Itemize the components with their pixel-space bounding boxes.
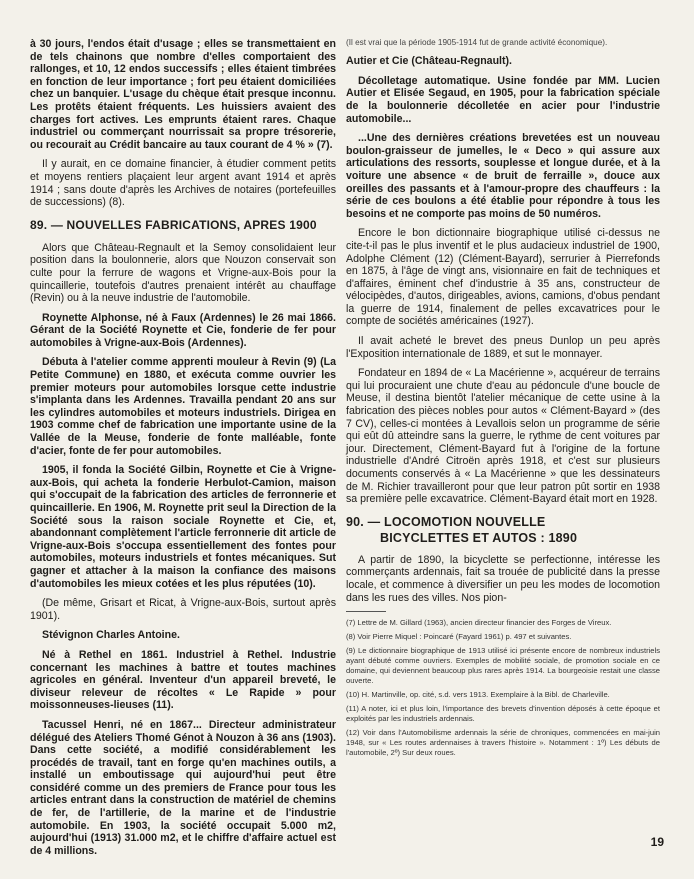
footnote-12: (12) Voir dans l'Automobilisme ardennais la série de chroniques, commencées en mai-juin 1948, sur « Les routes ardennaises à travers l'histoire ». Notamment : 1º) Les débuts de l'automobile, 2º) Sur deux roues. — [346, 728, 660, 758]
paragraph-dunlop: Il avait acheté le brevet des pneus Dunlop un peu après l'Exposition internationale de 1889, et sut le monnayer. — [346, 335, 660, 360]
paragraph-periode: (Il est vrai que la période 1905-1914 fut de grande activité économique). — [346, 38, 608, 47]
paragraph-macerienne: Fondateur en 1894 de « La Macérienne », acquéreur de terrains qui lui procuraient une chute d'eau au pédoncule d'une boucle de Meuse, il destina bientôt l'atelier mécanique de cette usine à la fabrication des pièces nobles pour autos « Clément-Bayard » (des 7 CV), celles-ci montées à Levallois selon un programme de série qui eût dû atteindre sans la guerre, le rythme de cent voitures par jour. Directement, Clément-Bayard fut à l'origine de la fortune industrielle d'André Citroën après 1918, et c'est sur plusieurs documents conservés à « La Macérienne » que les dessinateurs de M. Richier travailleront pour que leur patron pût sortir en 1938 sa première pelle excavatrice. Clément-Bayard était mort en 1928. — [346, 367, 660, 506]
footnote-7: (7) Lettre de M. Gillard (1963), ancien directeur financier des Forges de Vireux. — [346, 618, 612, 628]
footnote-11: (11) A noter, ici et plus loin, l'importance des brevets d'invention déposés à cette époque et exploités par les industriels ardennais. — [346, 704, 660, 724]
footnotes — [346, 618, 660, 758]
footnote-8: (8) Voir Pierre Miquel : Poincaré (Fayard 1961) p. 497 et suivantes. — [346, 632, 572, 642]
section-heading-90-line2: BICYCLETTES ET AUTOS : 1890 — [380, 530, 578, 545]
paragraph-autier-name: Autier et Cie (Château-Regnault). — [346, 55, 512, 68]
paragraph-roynette-1905: 1905, il fonda la Société Gilbin, Roynette et Cie à Vrigne-aux-Bois, qui acheta la fonderie Herbulot-Camion, maison qui s'occupait de la fabrication des articles de ferronnerie et quincaillerie. En 1906, M. Roynette prit seul la Direction de la Société sous la raison sociale Roynette et Cie, et, abandonnant complètement l'article ferronnerie dit article de Vrigne-aux-Bois s'occupa essentiellement des fontes pour automobiles, moteurs industriels et fontes mécaniques. Sut gagner et attacher à la maison la confiance des maisons d'automobiles les mieux cotées et les plus réputées (10). — [30, 464, 336, 590]
paragraph-grisart: (De même, Grisart et Ricat, à Vrigne-aux-Bois, surtout après 1901). — [30, 597, 336, 622]
section-heading-90 — [346, 514, 660, 546]
paragraph-endos: à 30 jours, l'endos était d'usage ; elles se transmettaient en de tels chainons que nombre d'elles comportaient des rallonges, et 10, 12 endos successifs ; elles étaient timbrées en fonction de leur importance ; fort peu étaient domiciliées chez un banquier. L'usage du chèque était presque inconnu. Les protêts étaient fréquents. Les huissiers avaient des charges fort actives. Les emprunts étaient rares. Chaque industriel ou commerçant nourrissait sa propre trésorerie, ou recourait au Crédit bancaire au taux courant de 4 % » (7). — [30, 38, 336, 151]
footnote-9: (9) Le dictionnaire biographique de 1913 utilisé ici présente encore de nombreux industriels ayant débuté comme ouvriers. Exemples de mobilité sociale, de promotion sociale en ce domaine, qui deviennent beaucoup plus rares après 1914. La bourgeoisie restait une classe ouverte. — [346, 646, 660, 686]
right-column — [346, 38, 660, 762]
page-number: 19 — [650, 835, 664, 849]
paragraph-tacussel: Tacussel Henri, né en 1867... Directeur administrateur délégué des Ateliers Thomé Génot à Nouzon à 36 ans (1903). Dans cette société, a modifié considérablement les procédés de travail, tant en forge qu'en machines outils, a installé un emboutissage qui aujourd'hui peut être considéré comme un des premiers de France pour tous les articles entrant dans la construction de matériel de chemins de fer, de l'artillerie, de la marine et de l'industrie automobile. En 1903, la société occupait 5.000 m2, aujourd'hui (1913) 31.000 m2, et le chiffre d'affaire actuel est de 4 millions. — [30, 718, 336, 857]
paragraph-clement: Encore le bon dictionnaire biographique utilisé ci-dessus ne cite-t-il pas le plus inventif et le plus audacieux industriel de 1900, Adolphe Clément (12) (Clément-Bayard), serrurier à Pierrefonds en 1875, à l'âge de vingt ans, visionnaire en fait de techniques et d'affaires, éminent chef d'industrie à 35 ans, constructeur de vélocipèdes, d'autos, dirigeables, avions, camions, d'obus pendant la guerre de 1914, finalement de pelles excavatrices pour le compte de sociétés américaines (1927). — [346, 227, 660, 328]
left-column — [30, 38, 336, 864]
section-heading-90-line1: 90. — LOCOMOTION NOUVELLE — [346, 514, 546, 529]
paragraph-stevignon-name: Stévignon Charles Antoine. — [42, 629, 180, 642]
paragraph-stevignon: Né à Rethel en 1861. Industriel à Rethel. Industrie concernant les machines à battre et toutes machines agricoles en général. Inventeur d'un appareil breveté, le diviseur releveur de récoltes « Le Rapide » pour moissonneuses-lieuses (11). — [30, 648, 336, 712]
paragraph-chateau-regnault: Alors que Château-Regnault et la Semoy consolidaient leur position dans la boulonnerie, alors que Nouzon conservait son culte pour la ferrure de wagons et Vrigne-aux-Bois pour la quincaillerie, toutefois d'autres prenaient intérêt au chauffage (Revin) ou à la neuve industrie de l'automobile. — [30, 241, 336, 305]
footnote-divider — [346, 611, 386, 612]
paragraph-roynette-debut: Débuta à l'atelier comme apprenti mouleur à Revin (9) (La Petite Commune) en 1880, et exécuta comme ouvrier les premier moteurs pour automobiles lorsque cette industrie s'implanta dans les Ardennes. Travailla pendant 20 ans sur les cylindres automobiles et moteurs industriels. Dirigea en 1903 comme chef de fabrication une importante usine de la Vallée de la Meuse, fonderie de fonte malléable, fonte d'acier, fonte de fer pour automobiles. — [30, 356, 336, 457]
section-heading-89: 89. — NOUVELLES FABRICATIONS, APRES 1900 — [30, 217, 317, 232]
paragraph-rentiers: Il y aurait, en ce domaine financier, à étudier comment petits et moyens rentiers plaçaient leur argent avant 1914 et après 1914 ; sans doute d'après les Archives de notaires (portefeuilles de successions) (8). — [30, 158, 336, 209]
paragraph-autier: Décolletage automatique. Usine fondée par MM. Lucien Autier et Elisée Segaud, en 1905, pour la fabrication spéciale de la boulonnerie décolletée en acier pour l'industrie automobile... — [346, 74, 660, 125]
paragraph-deco: ...Une des dernières créations brevetées est un nouveau boulon-graisseur de jumelles, le « Deco » qui assure aux articulations des ressorts, souplesse et longue durée, et à la voiture une absence « de bruit de ferraille », douce aux oreilles des passants et à l'amour-propre des chauffeurs : la série de ces boulons a été établie pour répondre à tous les besoins et ne comporte pas moins de 50 numéros. — [346, 132, 660, 220]
paragraph-roynette-intro: Roynette Alphonse, né à Faux (Ardennes) le 26 mai 1866. Gérant de la Société Roynette et Cie, fonderie de fer pour automobiles à Vrigne-aux-Bois (Ardennes). — [30, 311, 336, 349]
paragraph-bicyclette: A partir de 1890, la bicyclette se perfectionne, intéresse les commerçants ardennais, fait sa trouée de publicité dans la presse locale, et commence à diversifier un peu les modes de locomotion dans les rues des villes. Nos pion- — [346, 553, 660, 604]
footnote-10: (10) H. Martinville, op. cité, s.d. vers 1913. Exemplaire à la Bibl. de Charleville. — [346, 690, 610, 700]
